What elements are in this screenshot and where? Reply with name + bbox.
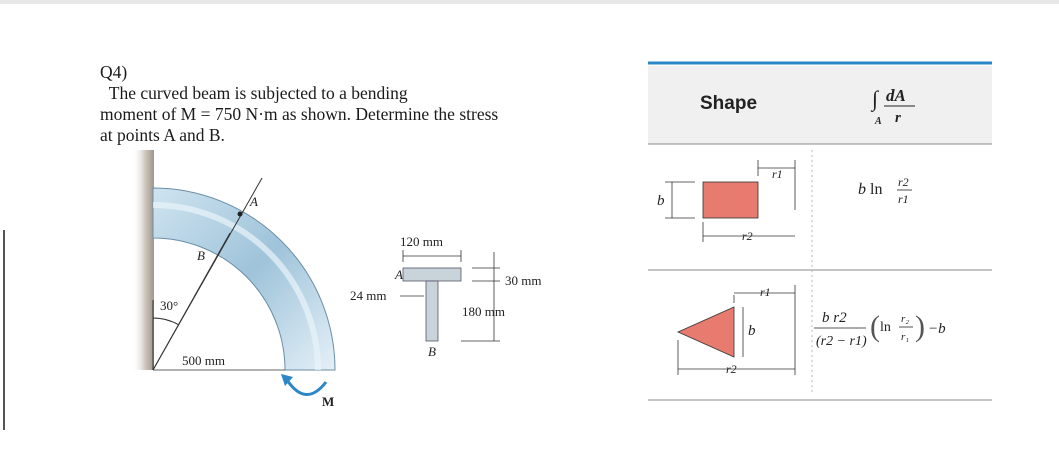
label-radius: 500 mm — [182, 353, 225, 368]
section-label-a: A — [395, 267, 403, 282]
section-web — [426, 281, 438, 341]
label-depth: 180 mm — [462, 304, 505, 319]
paren-open: ( — [870, 310, 880, 343]
rect-r1-label: r1 — [772, 167, 783, 181]
label-point-a: A — [250, 194, 258, 209]
tri-r2-label: r2 — [726, 362, 737, 376]
tri-r1-label: r1 — [760, 285, 771, 299]
tri-formula-ln-num: r₂ — [901, 313, 910, 325]
label-web-thickness: 24 mm — [350, 288, 387, 303]
tri-b-label: b — [748, 323, 756, 339]
question-number: Q4) — [100, 62, 128, 82]
rect-b-label: b — [657, 193, 665, 209]
section-flange — [403, 268, 461, 281]
label-flange-width: 120 mm — [400, 234, 443, 249]
label-point-b: B — [197, 248, 205, 263]
header-integral-r: r — [895, 110, 901, 126]
rect-formula-num: r2 — [898, 175, 909, 189]
tri-formula-ln-den: r₁ — [901, 331, 910, 343]
header-integral-da: dA — [886, 86, 906, 105]
label-moment: M — [322, 394, 335, 409]
rectangle-shape — [703, 182, 758, 218]
moment-arrow — [287, 380, 326, 395]
rect-formula-main: b ln — [858, 181, 883, 198]
point-a-marker — [238, 212, 243, 217]
label-angle: 30° — [160, 298, 179, 313]
question-line-3: at points A and B. — [100, 125, 225, 145]
tri-formula-ln: ln — [880, 320, 891, 335]
triangle-shape — [678, 307, 734, 357]
angle-arc — [153, 318, 179, 325]
question-line-2: moment of M = 750 N·m as shown. Determine the stress — [100, 104, 499, 124]
tri-formula-tail: −b — [928, 321, 946, 337]
paren-close: ) — [915, 310, 925, 343]
tri-formula-den: (r2 − r1) — [816, 334, 867, 349]
label-flange-thickness: 30 mm — [505, 273, 542, 288]
question-line-1: The curved beam is subjected to a bending — [108, 83, 408, 103]
tri-formula-num: b r2 — [822, 310, 847, 326]
header-integral-sub: A — [875, 116, 882, 127]
rect-r2-label: r2 — [742, 229, 753, 243]
curved-beam — [153, 188, 335, 370]
rect-formula-den: r1 — [898, 192, 909, 206]
wall — [132, 150, 154, 370]
header-integral: ∫ — [872, 86, 879, 111]
header-shape: Shape — [700, 93, 758, 114]
section-label-b: B — [428, 344, 436, 359]
